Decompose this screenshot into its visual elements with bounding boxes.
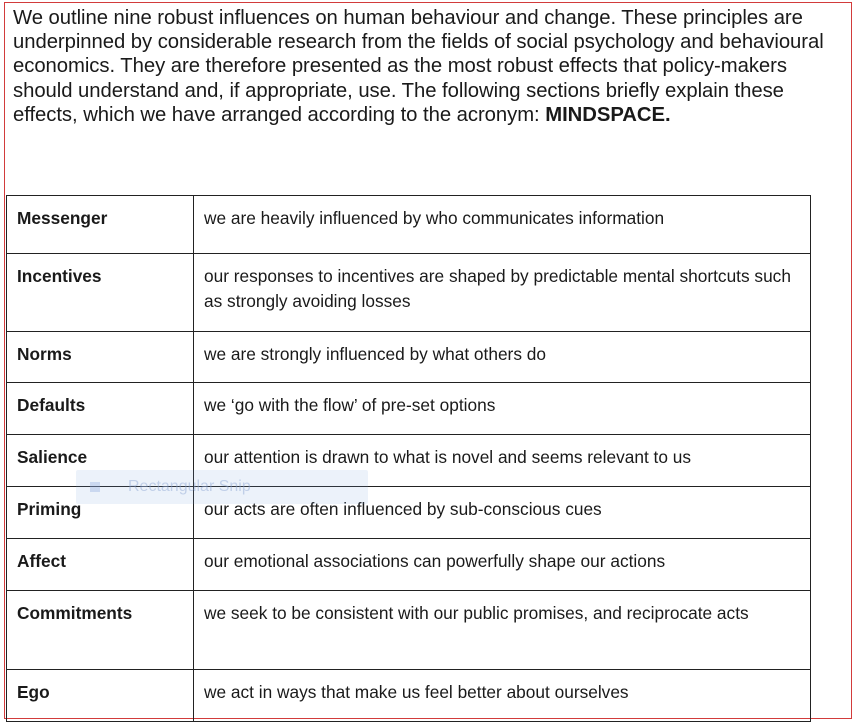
term-cell: Defaults [7,383,194,435]
description-cell: our responses to incentives are shaped by predictable mental shortcuts such as strongly avoiding losses [194,254,811,332]
term-cell: Norms [7,332,194,383]
description-cell: we seek to be consistent with our public promises, and reciprocate acts [194,591,811,670]
description-cell: our emotional associations can powerfully shape our actions [194,539,811,591]
table-row [7,254,811,332]
term-cell: Messenger [7,196,194,254]
term-cell: Ego [7,670,194,722]
table-row [7,332,811,383]
description-cell: our acts are often influenced by sub-conscious cues [194,487,811,539]
intro-paragraph [13,6,848,127]
term-cell: Incentives [7,254,194,332]
term-cell: Salience [7,435,194,487]
table-row [7,196,811,254]
intro-text: We outline nine robust influences on human behaviour and change. These principles are underpinned by considerable research from the fields of social psychology and behavioural economics. They are therefore presented as the most robust effects that policy-makers should understand and, if appropriate, use. The following sections briefly explain these effects, which we have arranged according to the acronym: [13,7,824,126]
description-cell: we act in ways that make us feel better about ourselves [194,670,811,722]
table-row [7,487,811,539]
mindspace-table [6,195,811,722]
table-row [7,539,811,591]
snip-mode-label: Rectangular Snip [128,478,251,495]
description-cell: we ‘go with the flow’ of pre-set options [194,383,811,435]
table-row [7,670,811,722]
description-cell: we are heavily influenced by who communicates information [194,196,811,254]
term-cell: Commitments [7,591,194,670]
term-cell: Affect [7,539,194,591]
description-cell: we are strongly influenced by what others do [194,332,811,383]
acronym-text: MINDSPACE. [545,103,671,126]
description-cell: our attention is drawn to what is novel and seems relevant to us [194,435,811,487]
table-row [7,435,811,487]
table-row [7,383,811,435]
term-cell: Priming [7,487,194,539]
table-row [7,591,811,670]
